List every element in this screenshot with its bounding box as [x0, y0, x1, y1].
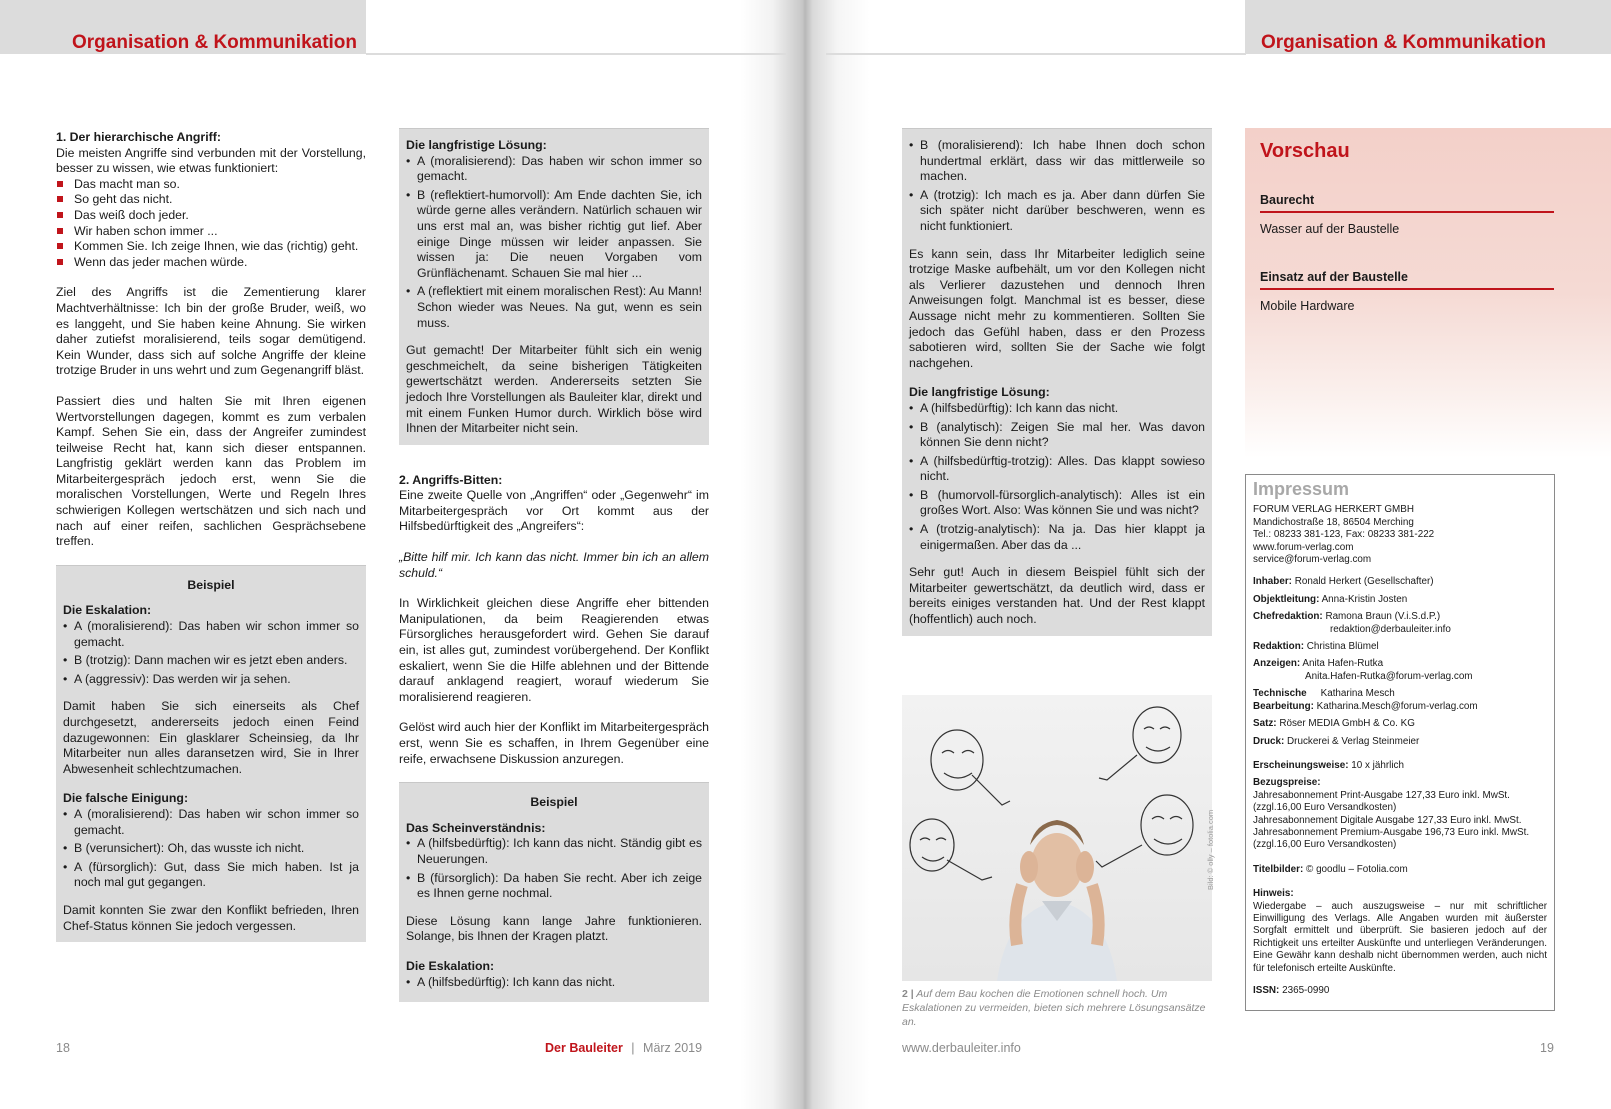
list-item: • A (hilfsbedürftig): Ich kann das nicht.: [406, 975, 702, 991]
list-item: Das macht man so.: [56, 177, 366, 193]
imp-value: Anna-Kristin Josten: [1321, 593, 1408, 605]
imp-technik: [1253, 688, 1547, 713]
list-item: • B (reflektiert-humorvoll): Am Ende dachten Sie, ich würde gerne alles verändern. Natürlich schauen wir uns erst mal an, was bisher richtig gut lief. Aber einige Dinge müssen wir leider anpassen. Sie wissen ja: Die neuen Vorgaben vom Grünflächenamt. Schauen Sie mal hier ...: [406, 188, 702, 282]
imp-label: Satz:: [1253, 718, 1277, 730]
imp-price-line: Jahresabonnement Premium-Ausgabe 196,73 Euro inkl. MwSt.: [1253, 826, 1530, 838]
imp-value: Katharina Mesch: [1320, 688, 1395, 700]
paragraph: Sehr gut! Auch in diesem Beispiel fühlt sich der Mitarbeiter gewertschätzt, da deutlich wird, dass er bereits einiges verstanden hat. Und der Rest klappt (hoffentlich) auch noch.: [909, 565, 1205, 627]
paragraph: Passiert dies und halten Sie mit Ihren eigenen Wertvorstellungen dagegen, kommt es zum verbalen Kampf. Sehen Sie ein, dass der Angreifer zumindest teilweise Recht hat, kann sich dieser entspannen. Langfristig geklärt werden kann das Problem im Mitarbeitergespräch jedoch erst, wenn Sie die moralischen Vorstellungen, Werte und Regeln Ihres schwierigen Kollegen wertschätzen und sich nach und nach auf einer reifen, sachlichen Gesprächsebene treffen.: [56, 393, 366, 549]
list-item: • A (moralisierend): Das haben wir schon immer so gemacht.: [406, 154, 702, 185]
man-figure: [997, 820, 1117, 981]
intro-text: Die meisten Angriffe sind verbunden mit der Vorstellung, besser zu wissen, wie etwas funktioniert:: [56, 145, 366, 176]
imp-value: Christina Blümel: [1306, 641, 1379, 653]
imp-value: Ramona Braun (V.i.S.d.P.): [1325, 611, 1441, 623]
imp-value: 2365-0990: [1282, 985, 1330, 996]
imp-value: 10 x jährlich: [1351, 759, 1404, 771]
stressed-man-illustration: [902, 695, 1212, 981]
page-number-left: 18: [56, 1041, 70, 1055]
imp-anzeigen: [1253, 658, 1547, 683]
imp-value: Ronald Herkert (Gesellschafter): [1294, 576, 1434, 588]
box-subheading: Das Scheinverständnis:: [406, 820, 546, 835]
footer-url[interactable]: www.derbauleiter.info: [902, 1041, 1021, 1055]
imp-value: Druckerei & Verlag Steinmeier: [1287, 735, 1420, 747]
dialog-box: [902, 128, 1212, 636]
list-item: Wenn das jeder machen würde.: [56, 255, 366, 271]
publisher-email[interactable]: service@forum-verlag.com: [1253, 554, 1372, 566]
box-title: Beispiel: [187, 577, 235, 592]
list-item: • B (trotzig): Dann machen wir es jetzt eben anders.: [63, 653, 359, 669]
publisher-phone: Tel.: 08233 381-123, Fax: 08233 381-222: [1253, 529, 1435, 541]
right-column-1: [902, 128, 1212, 636]
list-item: • A (hilfsbedürftig-trotzig): Alles. Das klappt sowieso nicht.: [909, 454, 1205, 485]
imp-price-line: (zzgl.16,00 Euro Versandkosten): [1253, 839, 1397, 851]
dialog-list: [406, 975, 702, 991]
list-item: Das weiß doch jeder.: [56, 208, 366, 224]
list-item: • B (fürsorglich): Da haben Sie recht. Aber ich zeige es Ihnen gerne nochmal.: [406, 871, 702, 902]
paragraph: Gelöst wird auch hier der Konflikt im Mitarbeitergespräch erst, wenn Sie es schaffen, in Ihrem Gegenüber eine reife, erwachsene Diskussion anzuregen.: [399, 720, 709, 766]
cartoon-heads-left: [910, 730, 1010, 880]
vorschau-item: Mobile Hardware: [1260, 299, 1355, 313]
bullet-list: [56, 177, 366, 271]
imp-value: Wiedergabe – auch auszugsweise – nur mit schriftlicher Einwilligung des Verlags. Alle Angaben wurden mit äußerster Sorgfalt ermittelt und überprüft. Sie basieren jedoch auf der Richtigkeit uns erteilter Auskünfte und unterliegen Veränderungen. Eine Gewähr kann deshalb nicht übernommen werden, auch nicht für telefonisch erteilte Auskünfte.: [1253, 900, 1547, 974]
list-item: • A (trotzig): Ich mach es ja. Aber dann dürfen Sie sich später nicht darüber beschweren, wenn es nicht funktioniert.: [909, 188, 1205, 235]
publisher-name: FORUM VERLAG HERKERT GMBH: [1253, 504, 1414, 516]
imp-label: Erscheinungsweise:: [1253, 759, 1349, 771]
section-header-right: [1245, 0, 1611, 54]
paragraph: Es kann sein, dass Ihr Mitarbeiter lediglich seine trotzige Maske aufbehält, um vor den Kollegen nicht als Verlierer dazustehen und dennoch Ihren Anweisungen folgt. Manchmal ist es besser, diese Aussage nicht mehr zu kommentieren. Sollten Sie jedoch das Gefühl haben, dass er den Prozess sabotieren wird, sollten Sie der Sache wie folgt nachgehen.: [909, 246, 1205, 370]
imp-label: Technische: [1253, 688, 1307, 700]
imp-email[interactable]: Anita.Hafen-Rutka@forum-verlag.com: [1305, 670, 1473, 682]
list-item: • B (verunsichert): Oh, das wusste ich nicht.: [63, 841, 359, 857]
imp-chefredaktion: [1253, 611, 1547, 636]
imp-value: Röser MEDIA GmbH & Co. KG: [1279, 718, 1415, 730]
imp-email[interactable]: redaktion@derbauleiter.info: [1330, 623, 1451, 635]
caption-text: Auf dem Bau kochen die Emotionen schnell hoch. Um Eskalationen zu vermeiden, bieten sich mehrere Lösungsansätze an.: [902, 988, 1206, 1028]
publisher-street: Mandichostraße 18, 86504 Merching: [1253, 516, 1414, 528]
vorschau-category: Baurecht: [1260, 193, 1554, 213]
header-rule-right: [826, 53, 1246, 55]
section-title-right: Organisation & Kommunikation: [1261, 32, 1547, 53]
imp-label: Hinweis:: [1253, 888, 1294, 900]
article-photo: [902, 695, 1212, 981]
page-number-right: 19: [1540, 1041, 1554, 1055]
list-item: • A (aggressiv): Das werden wir ja sehen.: [63, 672, 359, 688]
box-subheading: Die falsche Einigung:: [63, 791, 189, 806]
imp-price-line: Jahresabonnement Print-Ausgabe 127,33 Euro inkl. MwSt.: [1253, 789, 1510, 801]
paragraph: Damit konnten Sie zwar den Konflikt befrieden, Ihren Chef-Status können Sie jedoch vergessen.: [63, 902, 359, 933]
imp-satz: [1253, 718, 1547, 730]
imp-redaktion: [1253, 641, 1547, 653]
imp-price-line: Jahresabonnement Digitale Ausgabe 127,33 Euro inkl. MwSt.: [1253, 814, 1522, 826]
vorschau-title: Vorschau: [1260, 140, 1350, 162]
list-item: • B (moralisierend): Ich habe Ihnen doch schon hundertmal erklärt, dass wir das mittlerweile so machen.: [909, 138, 1205, 185]
example-box: [399, 782, 709, 1002]
issue-date: März 2019: [643, 1041, 703, 1055]
footer-separator: |: [631, 1041, 635, 1055]
imp-label: Chefredaktion:: [1253, 611, 1323, 623]
paragraph: Damit haben Sie sich einerseits als Chef durchgesetzt, andererseits jedoch einen Feind dazugewonnen: Ein glasklarer Scheinsieg, da Ihr Mitarbeiter nun alles daransetzen wird, Sie in Ihrer Abwesenheit schlechtzumachen.: [63, 699, 359, 776]
imp-erscheinungsweise: [1253, 760, 1547, 772]
imp-inhaber: [1253, 576, 1547, 588]
list-item: • A (fürsorglich): Gut, dass Sie mich haben. Ist ja noch mal gut gegangen.: [63, 860, 359, 891]
footer-magazine: [545, 1041, 702, 1055]
box-title: Beispiel: [530, 795, 578, 810]
paragraph: Gut gemacht! Der Mitarbeiter fühlt sich ein wenig geschmeichelt, da seine bisherigen Tätigkeiten gewertschätzt werden. Andererseits setzten Sie jedoch Ihre Vorstellungen als Bauleiter klar, direkt und mit einem Funken Humor durch. Wirklich böse wird Ihnen der Mitarbeiter nicht sein.: [406, 343, 702, 436]
quote: „Bitte hilf mir. Ich kann das nicht. Immer bin ich an allem schuld.“: [399, 550, 709, 580]
magazine-name: Der Bauleiter: [545, 1041, 623, 1055]
imp-label: Redaktion:: [1253, 641, 1305, 653]
imp-value: © goodlu – Fotolia.com: [1306, 863, 1408, 875]
imp-label: Titelbilder:: [1253, 863, 1304, 875]
imp-label: ISSN:: [1253, 985, 1280, 996]
imp-issn: [1253, 985, 1547, 997]
list-item: • B (analytisch): Zeigen Sie mal her. Was davon können Sie denn nicht?: [909, 420, 1205, 451]
publisher-address: [1253, 504, 1547, 566]
box-subheading: Die Eskalation:: [63, 603, 152, 618]
box-subheading: Die Eskalation:: [406, 958, 495, 973]
left-column-2: [399, 128, 709, 1002]
caption-number: 2 |: [902, 988, 914, 1000]
header-rule-left: [366, 53, 786, 55]
photo-credit: Bild: © olly – fotolia.com: [1206, 809, 1215, 890]
list-item: • A (trotzig-analytisch): Na ja. Das hier klappt ja einigermaßen. Aber das da ...: [909, 522, 1205, 553]
imp-label: Inhaber:: [1253, 576, 1292, 588]
impressum-box: [1245, 474, 1555, 1011]
imp-value: Anita Hafen-Rutka: [1302, 658, 1384, 670]
list-item: • A (hilfsbedürftig): Ich kann das nicht.: [909, 401, 1205, 417]
page-gutter-shadow: [740, 0, 870, 1109]
impressum-title: Impressum: [1253, 479, 1350, 499]
dialog-list: [63, 619, 359, 687]
left-column-1: [56, 130, 366, 942]
publisher-website[interactable]: www.forum-verlag.com: [1253, 541, 1354, 553]
box-subheading: Die langfristige Lösung:: [406, 138, 547, 152]
imp-label: Objektleitung:: [1253, 593, 1320, 605]
dialog-list: [406, 154, 702, 332]
list-item: Wir haben schon immer ...: [56, 224, 366, 240]
imp-email[interactable]: Katharina.Mesch@forum-verlag.com: [1316, 700, 1478, 712]
list-item: Kommen Sie. Ich zeige Ihnen, wie das (richtig) geht.: [56, 239, 366, 255]
dialog-list: [909, 401, 1205, 553]
imp-label: Bearbeitung:: [1253, 700, 1314, 712]
list-item: • B (humorvoll-fürsorglich-analytisch): Alles ist ein großes Wort. Also: Was können Sie und was nicht?: [909, 488, 1205, 519]
imp-bezugspreise: [1253, 777, 1547, 851]
paragraph: Eine zweite Quelle von „Angriffen“ oder „Gegenwehr“ im Mitarbeitergespräch vor Ort kommt aus der Hilfsbedürftigkeit des „Angreifers“:: [399, 488, 709, 534]
list-item: • A (moralisierend): Das haben wir schon immer so gemacht.: [63, 807, 359, 838]
cartoon-heads-right: [1096, 707, 1193, 867]
imp-hinweis: [1253, 888, 1547, 975]
dialog-list: [406, 836, 702, 901]
imp-druck: [1253, 736, 1547, 748]
paragraph: Diese Lösung kann lange Jahre funktionieren. Solange, bis Ihnen der Kragen platzt.: [406, 913, 702, 944]
heading-hierarchischer-angriff: 1. Der hierarchische Angriff:: [56, 130, 221, 144]
vorschau-item: Wasser auf der Baustelle: [1260, 222, 1400, 236]
list-item: • A (reflektiert mit einem moralischen Rest): Au Mann! Schon wieder was Neues. Na gut, wenn es sein muss.: [406, 284, 702, 331]
imp-label: Druck:: [1253, 735, 1285, 747]
imp-titelbilder: [1253, 864, 1547, 876]
example-box: [56, 565, 366, 942]
imp-objektleitung: [1253, 594, 1547, 606]
section-header-left: [0, 0, 366, 54]
imp-label: Anzeigen:: [1253, 658, 1301, 670]
vorschau-box: [1245, 128, 1611, 458]
dialog-list: [909, 138, 1205, 235]
vorschau-category: Einsatz auf der Baustelle: [1260, 270, 1554, 290]
paragraph: Ziel des Angriffs ist die Zementierung klarer Machtverhältnisse: Ich bin der große Bruder, weiß, wo es langgeht, und Sie haben keine Ahnung. Sie wirken daher zutiefst moralisierend, teils sogar demütigend. Kein Wunder, dass sich auf solche Angriffe der kleine trotzige Bruder in uns wehrt und zum Gegenangriff bläst.: [56, 285, 366, 378]
dialog-list: [63, 807, 359, 891]
imp-label: Bezugspreise:: [1253, 777, 1321, 789]
list-item: So geht das nicht.: [56, 192, 366, 208]
list-item: • A (moralisierend): Das haben wir schon immer so gemacht.: [63, 619, 359, 650]
photo-caption: [902, 987, 1212, 1029]
imp-price-line: (zzgl.16,00 Euro Versandkosten): [1253, 802, 1397, 814]
list-item: • A (hilfsbedürftig): Ich kann das nicht. Ständig gibt es Neuerungen.: [406, 836, 702, 867]
box-subheading: Die langfristige Lösung:: [909, 385, 1050, 400]
paragraph: In Wirklichkeit gleichen diese Angriffe eher bittenden Manipulationen, da beim Reagierenden etwas Fürsorgliches herausgefordert wird. Gehen Sie darauf ein, ist alles gut, zumindest vorübergehend. Der Konflikt eskaliert, wenn Sie die Hilfe ablehnen und der Bittende darauf anklagend reagiert, worauf wiederum Sie moralisierend reagieren.: [399, 596, 709, 704]
solution-box: [399, 128, 709, 445]
section-title-left: Organisation & Kommunikation: [72, 32, 358, 53]
heading-angriffs-bitten: 2. Angriffs-Bitten:: [399, 472, 503, 487]
